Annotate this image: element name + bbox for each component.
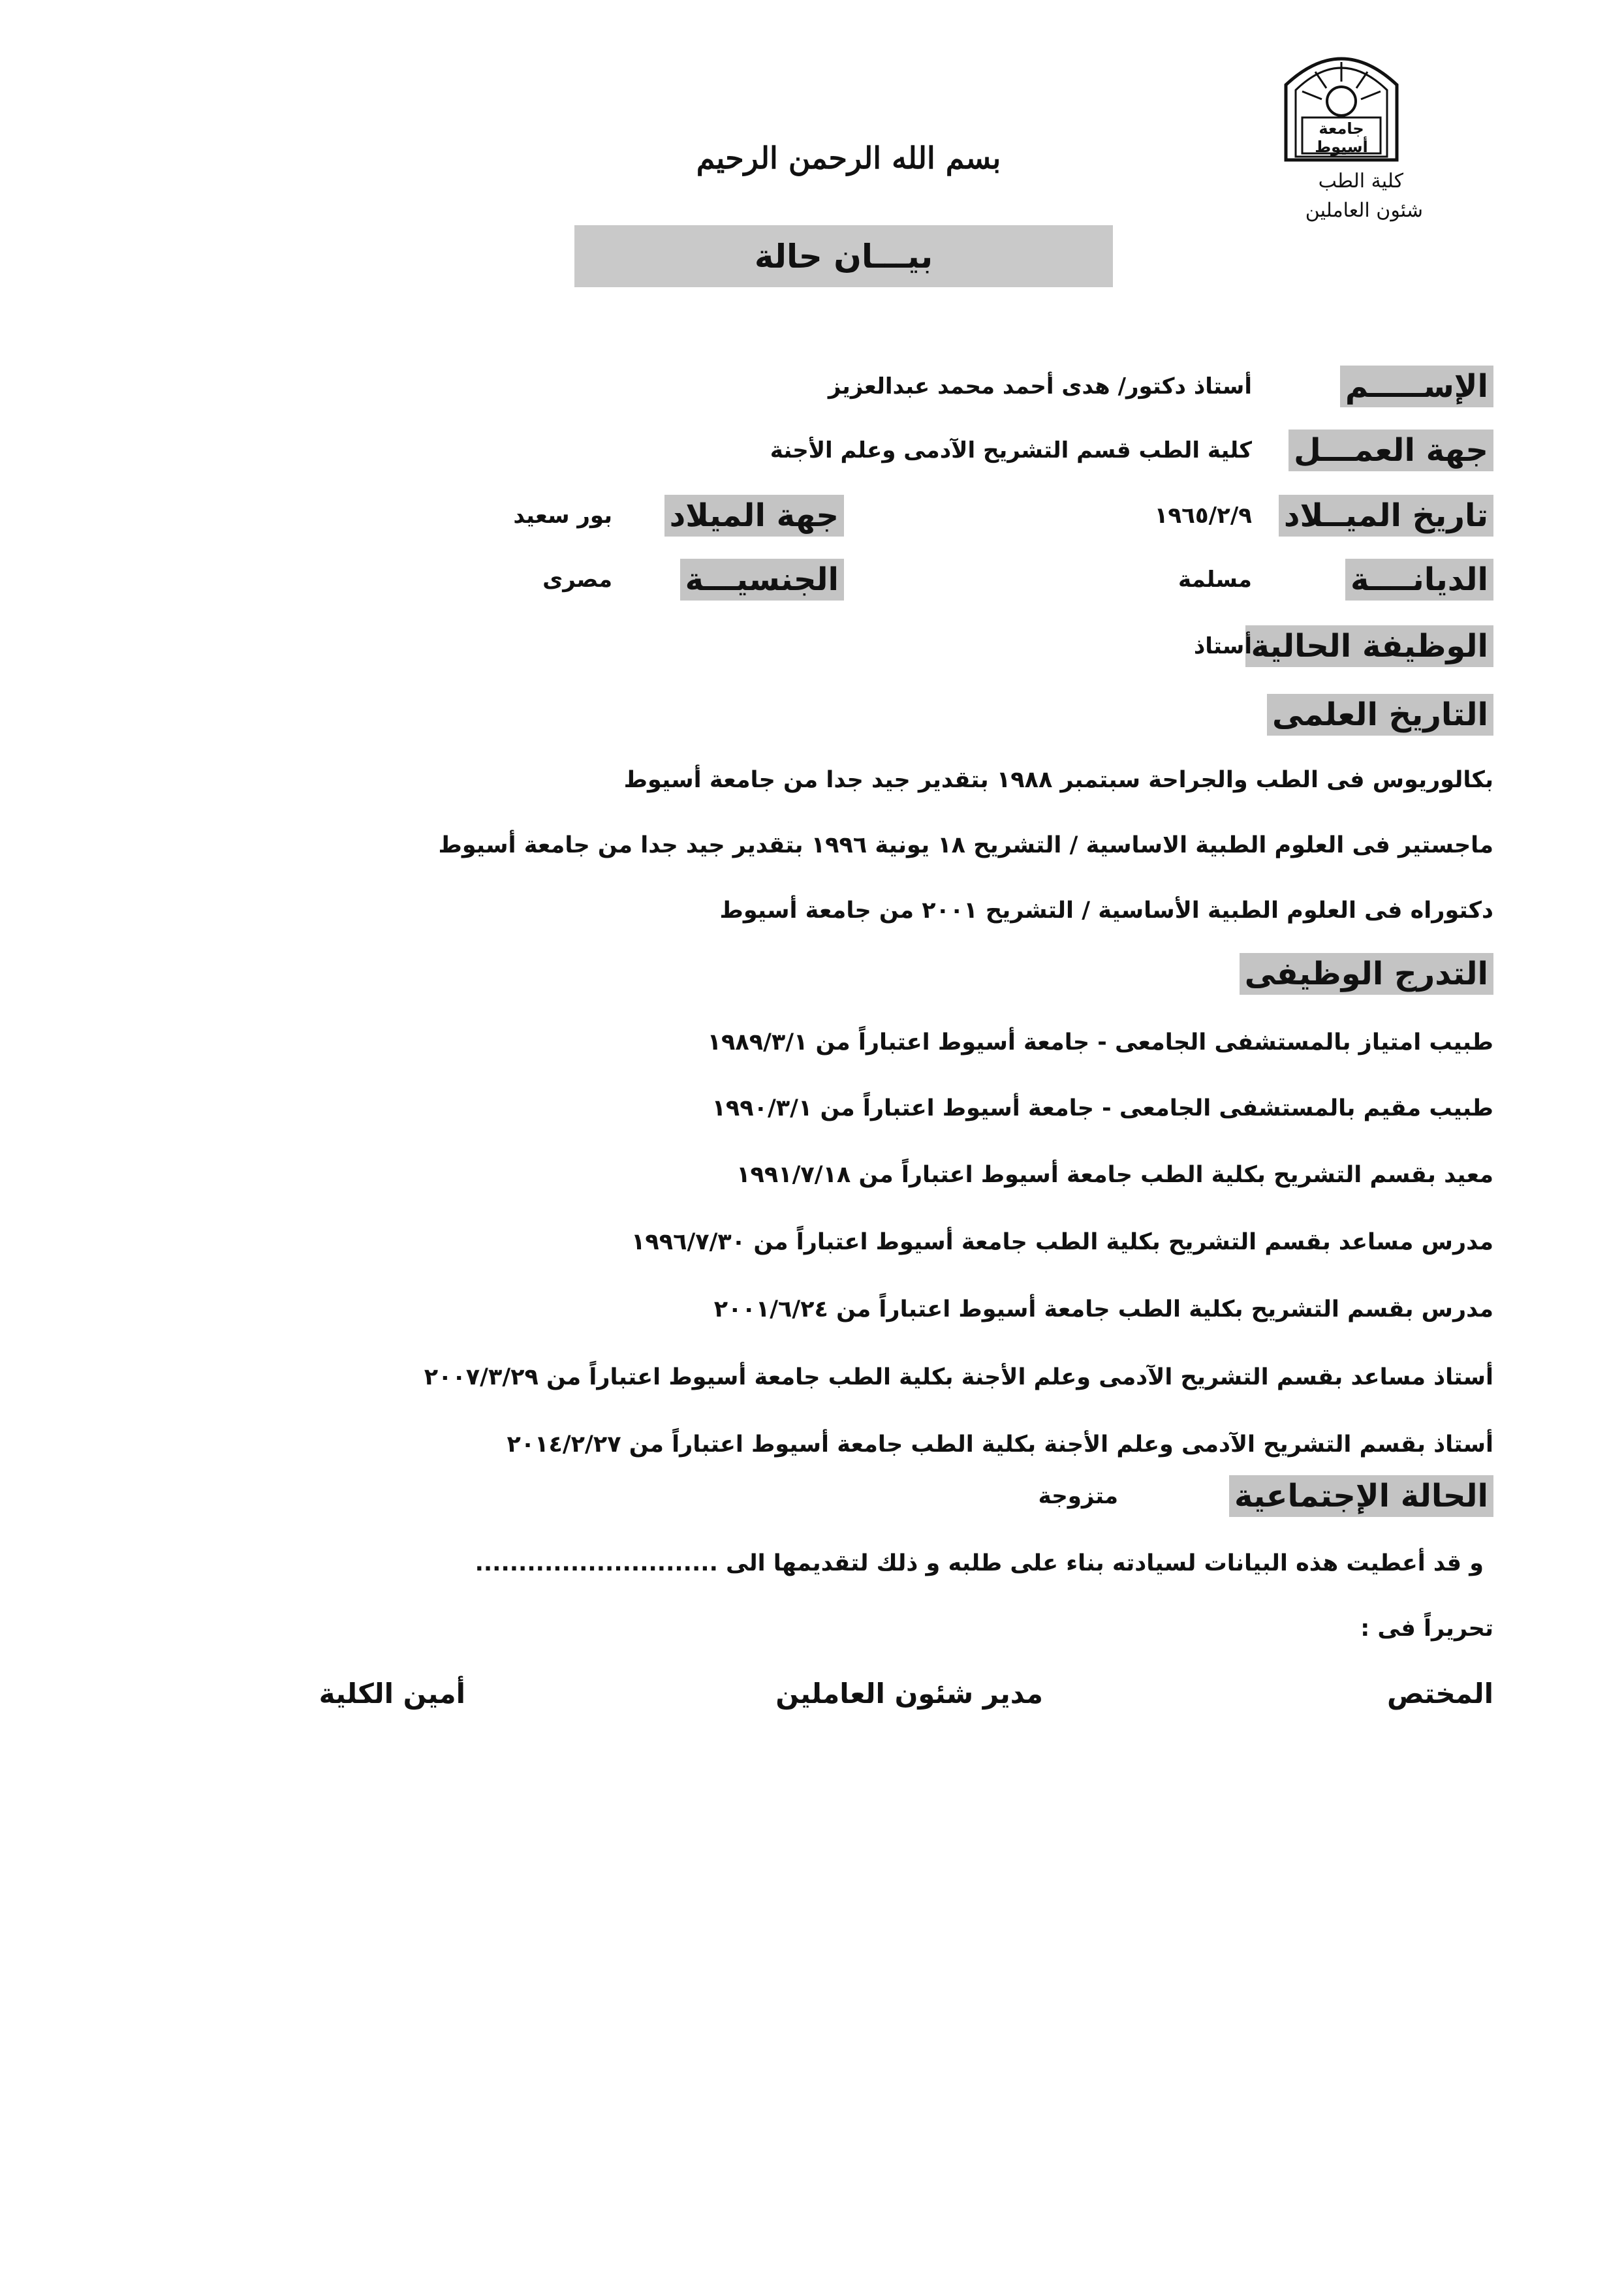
signature-hr-director: مدير شئون العاملين [775,1678,1043,1710]
signature-college-secretary: أمين الكلية [319,1678,465,1710]
dob-label: تاريخ الميــلاد [1279,495,1493,537]
career-heading: التدرج الوظيفى [1240,953,1493,995]
signature-specialist: المختص [1386,1678,1493,1710]
career-item: طبيب مقيم بالمستشفى الجامعى - جامعة أسيوط اعتباراً من ١٩٩٠/٣/١ [711,1095,1493,1121]
name-value: أستاذ دكتور/ هدى أحمد محمد عبدالعزيز [828,373,1252,399]
department-name: شئون العاملين [1305,199,1423,222]
birthplace-value: بور سعيد [513,503,612,529]
academic-item: ماجستير فى العلوم الطبية الاساسية / التشريح ١٨ يونية ١٩٩٦ بتقدير جيد جدا من جامعة أسيوط [438,832,1493,858]
written-at: تحريراً فى : [1360,1616,1493,1642]
religion-value: مسلمة [1178,567,1252,593]
dob-value: ١٩٦٥/٢/٩ [1154,503,1252,529]
faculty-name: كلية الطب [1318,170,1403,193]
career-item: أستاذ مساعد بقسم التشريح الآدمى وعلم الأجنة بكلية الطب جامعة أسيوط اعتباراً من ٢٠٠٧/٣/٢٩ [424,1364,1493,1390]
religion-label: الديانــــة [1345,559,1493,601]
workplace-label: جهة العمـــل [1288,430,1493,471]
academic-heading: التاريخ العلمى [1267,694,1493,736]
university-logo [1260,39,1423,235]
academic-item: بكالوريوس فى الطب والجراحة سبتمبر ١٩٨٨ بتقدير جيد جدا من جامعة أسيوط [623,767,1493,793]
career-item: مدرس بقسم التشريح بكلية الطب جامعة أسيوط اعتباراً من ٢٠٠١/٦/٢٤ [713,1296,1493,1322]
workplace-value: كلية الطب قسم التشريح الآدمى وعلم الأجنة [770,437,1252,463]
academic-item: دكتوراه فى العلوم الطبية الأساسية / التشريح ٢٠٠١ من جامعة أسيوط [719,898,1493,924]
document-title-box [574,225,1113,287]
current-job-label: الوظيفة الحالية [1245,625,1493,667]
name-label: الإســـــم [1340,366,1493,407]
current-job-value: أستاذ [1193,633,1252,659]
career-item: طبيب امتياز بالمستشفى الجامعى - جامعة أسيوط اعتباراً من ١٩٨٩/٣/١ [707,1029,1493,1055]
career-item: أستاذ بقسم التشريح الآدمى وعلم الأجنة بكلية الطب جامعة أسيوط اعتباراً من ٢٠١٤/٢/٢٧ [507,1431,1493,1458]
basmala: بسم الله الرحمن الرحيم [696,140,1001,176]
nationality-value: مصرى [542,567,612,593]
document-title: بيـــان حالة [754,237,933,275]
nationality-label: الجنسيـــة [680,559,844,601]
birthplace-label: جهة الميلاد [664,495,844,537]
career-item: معيد بقسم التشريح بكلية الطب جامعة أسيوط اعتباراً من ١٩٩١/٧/١٨ [736,1162,1493,1188]
career-item: مدرس مساعد بقسم التشريح بكلية الطب جامعة أسيوط اعتباراً من ١٩٩٦/٧/٣٠ [631,1229,1493,1255]
statement-text: و قد أعطيت هذه البيانات لسيادته بناء على طلبه و ذلك لتقديمها الى ............................ [475,1550,1484,1576]
logo-text: جامعة أسيوط [1315,119,1368,156]
marital-label: الحالة الإجتماعية [1229,1475,1493,1517]
marital-value: متزوجة [1038,1483,1118,1509]
